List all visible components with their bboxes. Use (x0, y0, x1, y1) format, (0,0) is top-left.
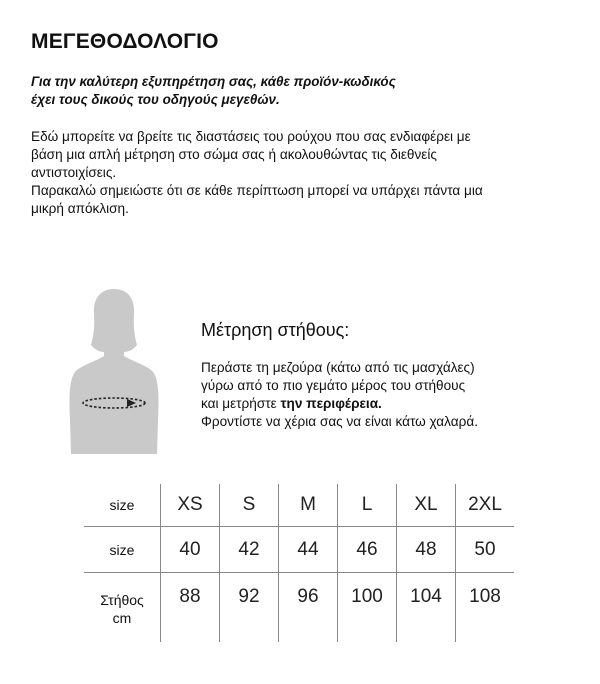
table-cell: 40 (161, 527, 220, 573)
table-cell: 46 (338, 527, 397, 573)
torso-silhouette-illustration (66, 286, 162, 454)
table-cell: L (338, 484, 397, 527)
intro-text (31, 128, 571, 218)
intro-line: αντιστοιχίσεις. (31, 165, 117, 180)
table-row (84, 573, 514, 643)
torso-silhouette-shape (70, 289, 159, 454)
page-title: ΜΕΓΕΘΟΔΟΛΟΓΙΟ (31, 30, 219, 53)
instruction-line: γύρω από το πιο γεμάτο μέρος του στήθους (201, 378, 466, 393)
lead-text (31, 73, 571, 109)
table-cell: 48 (397, 527, 456, 573)
instruction-line (201, 395, 581, 413)
table-cell: 88 (161, 573, 220, 643)
size-chart-table (84, 484, 514, 642)
intro-line: μικρή απόκλιση. (31, 201, 129, 216)
instruction-emphasis: την περιφέρεια. (280, 396, 382, 411)
table-cell: 92 (220, 573, 279, 643)
table-cell: S (220, 484, 279, 527)
table-cell: M (279, 484, 338, 527)
lead-line: Για την καλύτερη εξυπηρέτηση σας, κάθε προϊόν-κωδικός (31, 74, 396, 89)
row-label: size (84, 527, 161, 573)
row-label (84, 573, 161, 643)
lead-line: έχει τους δικούς του οδηγούς μεγεθών. (31, 92, 280, 107)
instruction-line: Περάστε τη μεζούρα (κάτω από τις μασχάλες) (201, 360, 475, 375)
table-cell: XS (161, 484, 220, 527)
table-cell: 96 (279, 573, 338, 643)
table-cell: 2XL (456, 484, 515, 527)
table-row (84, 484, 514, 527)
chest-measure-instructions (201, 359, 581, 431)
instruction-text: και μετρήστε (201, 396, 281, 411)
table-cell: 42 (220, 527, 279, 573)
table-row (84, 527, 514, 573)
table-cell: 104 (397, 573, 456, 643)
row-label-unit: cm (112, 609, 132, 626)
table-cell: 50 (456, 527, 515, 573)
row-label: size (84, 484, 161, 527)
chest-measure-title: Μέτρηση στήθους: (201, 320, 350, 340)
instruction-line: Φροντίστε να χέρια σας να είναι κάτω χαλαρά. (201, 414, 478, 429)
table-cell: 108 (456, 573, 515, 643)
intro-line: Εδώ μπορείτε να βρείτε τις διαστάσεις του ρούχου που σας ενδιαφέρει με (31, 129, 471, 144)
row-label-line: Στήθος (100, 591, 144, 608)
table-cell: 100 (338, 573, 397, 643)
table-cell: 44 (279, 527, 338, 573)
table-cell: XL (397, 484, 456, 527)
intro-line: Παρακαλώ σημειώστε ότι σε κάθε περίπτωση μπορεί να υπάρχει πάντα μια (31, 183, 483, 198)
intro-line: βάση μια απλή μέτρηση στο σώμα σας ή ακολουθώντας τις διεθνείς (31, 147, 437, 162)
